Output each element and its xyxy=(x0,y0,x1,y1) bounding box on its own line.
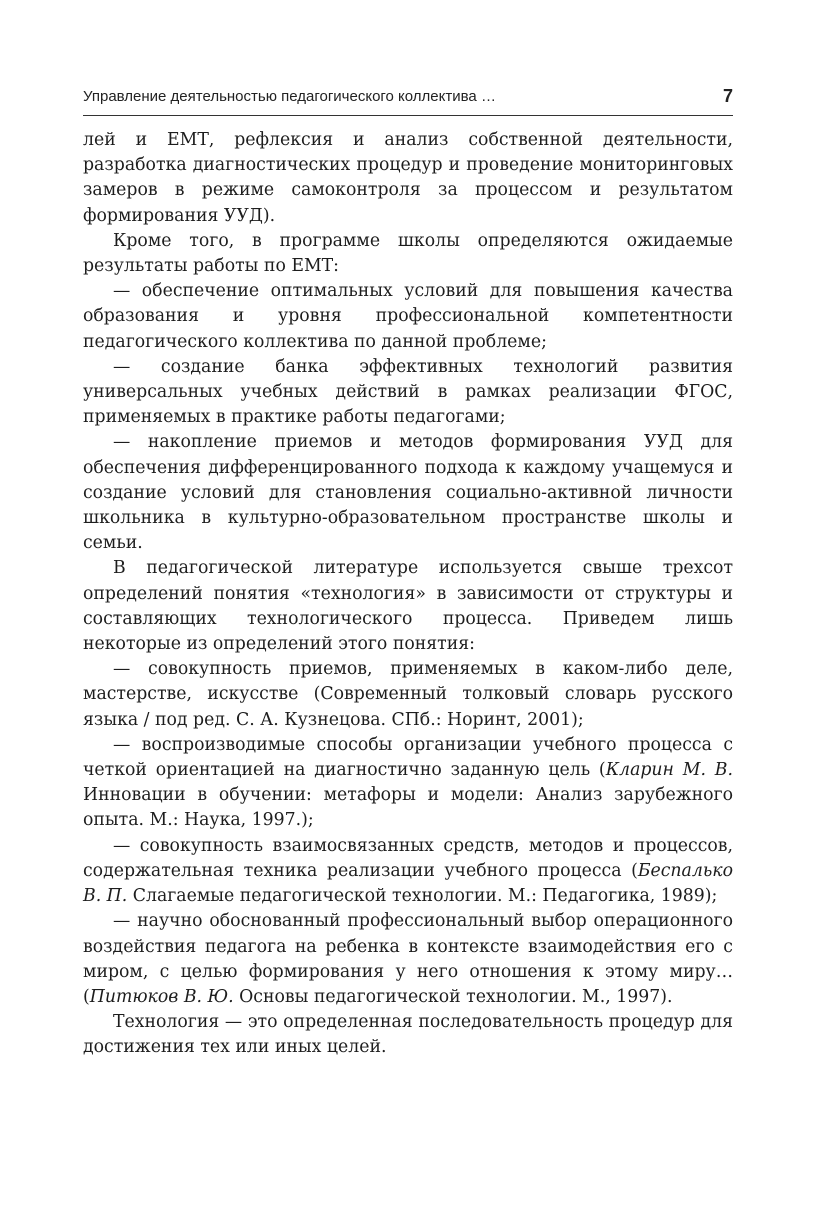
text-run: лей и ЕМТ, рефлексия и анализ собственной деятельности, разработка диагностических процедур и проведение мониторинговых замеров в режиме самоконтроля за процессом и результатом формирования УУД). xyxy=(83,130,733,226)
text-run: — накопление приемов и методов формирования УУД для обеспечения дифференцированного подхода к каждому учащемуся и создание условий для становления социально-активной личности школьника в культурно-образовательном пространстве школы и семьи. xyxy=(83,432,733,554)
text-run: — обеспечение оптимальных условий для повышения качества образования и уровня профессиональной компетентности педагогического коллектива по данной проблеме; xyxy=(83,281,733,352)
header-rule xyxy=(83,115,733,116)
text-run: Основы педагогической технологии. М., 1997). xyxy=(233,986,673,1007)
list-item xyxy=(83,355,733,431)
paragraph xyxy=(83,229,733,279)
text-run: Инновации в обучении: метафоры и модели: Анализ зарубежного опыта. М.: Наука, 1997.); xyxy=(83,785,733,831)
citation-author: Беспалько В. П. xyxy=(83,860,733,907)
running-title: Управление деятельностью педагогического коллектива … xyxy=(83,88,496,105)
citation-author: Питюков В. Ю. xyxy=(89,986,234,1007)
paragraph xyxy=(83,1010,733,1060)
text-run: — научно обоснованный профессиональный выбор операционного воздействия педагога на ребенка в контексте взаимодействия его с миром, с целью формирования у него отношения к этому миру… ( xyxy=(83,911,733,1007)
definition-item xyxy=(83,909,733,1010)
list-item xyxy=(83,430,733,556)
text-run: — воспроизводимые способы организации учебного процесса с четкой ориентацией на диагностично заданную цель ( xyxy=(83,734,733,781)
paragraph-continuation xyxy=(83,128,733,229)
list-item xyxy=(83,279,733,355)
definition-item xyxy=(83,834,733,910)
paragraph xyxy=(83,556,733,657)
text-run: Слагаемые педагогической технологии. М.: Педагогика, 1989); xyxy=(127,886,718,907)
text-run: Кроме того, в программе школы определяются ожидаемые результаты работы по ЕМТ: xyxy=(83,230,733,277)
definition-item xyxy=(83,657,733,733)
text-run: — создание банка эффективных технологий развития универсальных учебных действий в рамках реализации ФГОС, применяемых в практике работы педагогами; xyxy=(83,356,733,428)
text-run: — совокупность взаимосвязанных средств, методов и процессов, содержательная техника реализации учебного процесса ( xyxy=(83,835,733,881)
text-run: В педагогической литературе используется свыше трехсот определений понятия «технология» в зависимости от структуры и составляющих технологического процесса. Приведем лишь некоторые из определений этого понятия: xyxy=(83,558,733,655)
body-text xyxy=(83,128,733,1061)
text-run: Технология — это определенная последовательность процедур для достижения тех или иных целей. xyxy=(83,1012,733,1058)
running-header xyxy=(83,86,733,110)
text-run: — совокупность приемов, применяемых в каком-либо деле, мастерстве, искусстве (Современный толковый словарь русского языка / под ред. С. А. Кузнецова. СПб.: Норинт, 2001); xyxy=(83,659,733,730)
page-number: 7 xyxy=(722,86,733,106)
definition-item xyxy=(83,733,733,834)
citation-author: Кларин М. В. xyxy=(605,760,733,781)
